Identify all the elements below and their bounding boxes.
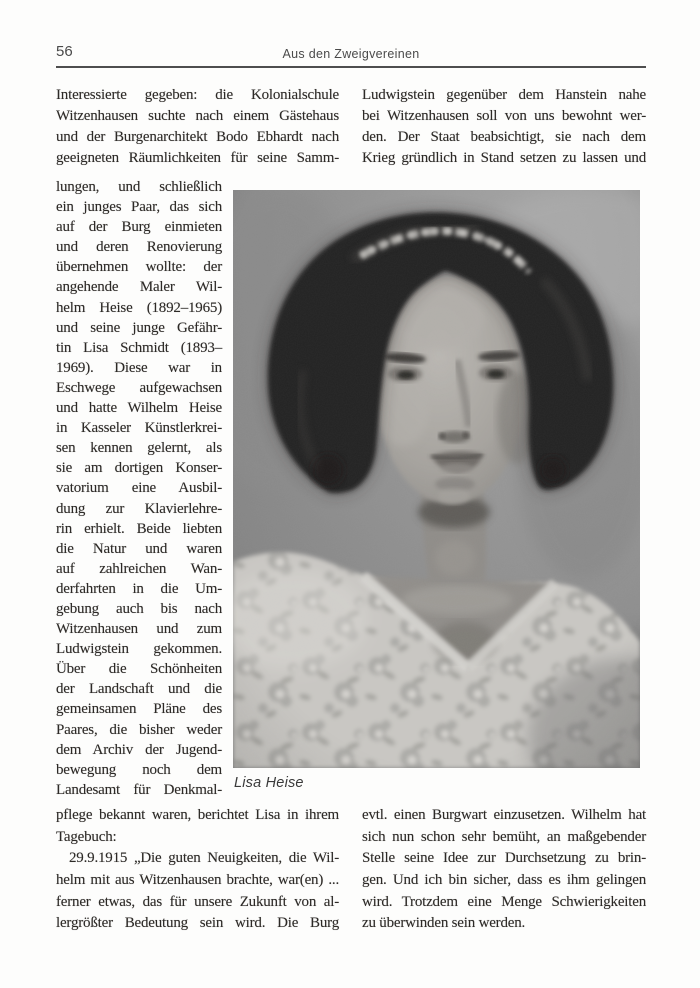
text-line: gebung auch bis nach: [56, 600, 222, 617]
text-line: dung zur Klavierlehre-: [56, 500, 222, 517]
text-line: Krieg gründlich in Stand setzen zu lassen und: [362, 150, 646, 166]
text-line: Interessierte gegeben: die Kolonialschule: [56, 87, 339, 103]
text-line: helm Heise (1892–1965): [56, 299, 222, 316]
text-line: sen kennen gelernt, als: [56, 440, 222, 457]
text-line: tin Lisa Schmidt (1893–: [56, 339, 222, 356]
text-line: 1969). Diese war in: [56, 359, 222, 376]
text-line: Landesamt für Denkmal-: [56, 781, 222, 798]
text-line: bewegung noch dem: [56, 761, 222, 778]
text-line: gemeinsamen Pläne des: [56, 701, 222, 718]
text-line: sie am dortigen Konser-: [56, 460, 222, 477]
text-line: in Kasseler Künstlerkrei-: [56, 420, 222, 437]
text-column-narrow-left: [56, 177, 222, 800]
text-line: wird. Trotzdem eine Menge Schwierigkeiten: [362, 893, 646, 910]
text-line: rin erhielt. Beide liebten: [56, 520, 222, 537]
text-line: und hatte Wilhelm Heise: [56, 400, 222, 417]
text-line: zu überwinden sein werden.: [362, 915, 526, 932]
portrait-photo: [233, 190, 640, 768]
text-line: ein junges Paar, das sich: [56, 199, 222, 216]
page-number: 56: [56, 43, 73, 60]
text-column-bottom-left: [56, 805, 339, 935]
text-line: Eschwege aufgewachsen: [56, 379, 222, 396]
text-line: bei Witzenhausen soll von uns bewohnt wer-: [362, 108, 646, 124]
text-line: Ludwigstein gekommen.: [56, 641, 222, 658]
text-line: geeigneten Räumlichkeiten für seine Samm-: [56, 150, 339, 166]
text-line: Witzenhausen und zum: [56, 621, 222, 638]
text-line: lergrößter Bedeutung sein wird. Die Burg: [56, 915, 339, 932]
text-line: vatorium eine Ausbil-: [56, 480, 222, 497]
text-line: Ludwigstein gegenüber dem Hanstein nahe: [362, 87, 646, 103]
text-line: 29.9.1915 „Die guten Neuigkeiten, die Wil-: [69, 850, 339, 867]
header-rule: [56, 66, 646, 68]
text-line: Tagebuch:: [56, 828, 117, 845]
text-line: sich nun schon sehr bemüht, an maßgebender: [362, 828, 646, 845]
text-line: Über die Schönheiten: [56, 661, 222, 678]
text-line: und deren Renovierung: [56, 239, 222, 256]
text-line: auf zahlreichen Wan-: [56, 560, 222, 577]
text-line: Stelle seine Idee zur Durchsetzung zu brin-: [362, 850, 646, 867]
text-line: lungen, und schließlich: [56, 179, 222, 195]
text-column-top-right: [362, 85, 646, 169]
text-line: evtl. einen Burgwart einzusetzen. Wilhelm hat: [362, 807, 646, 823]
text-line: dem Archiv der Jugend-: [56, 741, 222, 758]
text-line: auf der Burg einmieten: [56, 219, 222, 236]
text-line: Witzenhausen suchte nach einem Gästehaus: [56, 108, 339, 124]
text-line: und der Burgenarchitekt Bodo Ebhardt nach: [56, 129, 339, 145]
text-line: angehende Maler Wil-: [56, 279, 222, 296]
text-column-top-left: [56, 85, 339, 169]
text-line: derfahrten in die Um-: [56, 580, 222, 597]
text-line: gen. Und ich bin sicher, dass es ihm gelingen: [362, 872, 646, 889]
text-line: pflege bekannt waren, berichtet Lisa in ihrem: [56, 807, 339, 823]
text-line: die Natur und waren: [56, 540, 222, 557]
portrait-photo-illustration: [233, 190, 640, 768]
text-line: und seine junge Gefähr-: [56, 319, 222, 336]
text-column-bottom-right: [362, 805, 646, 935]
text-line: den. Der Staat beabsichtigt, sie nach dem: [362, 129, 646, 145]
text-line: ferner etwas, das für unsere Zukunft von al-: [56, 893, 339, 910]
text-line: helm mit aus Witzenhausen brachte, war(en) ...: [56, 872, 339, 889]
running-header-title: Aus den Zweigvereinen: [282, 47, 420, 61]
photo-grain: [233, 190, 640, 768]
text-line: der Landschaft und die: [56, 681, 222, 698]
text-line: übernehmen wollte: der: [56, 259, 222, 276]
text-line: Paares, die bisher weder: [56, 721, 222, 738]
photo-caption: Lisa Heise: [234, 775, 304, 791]
